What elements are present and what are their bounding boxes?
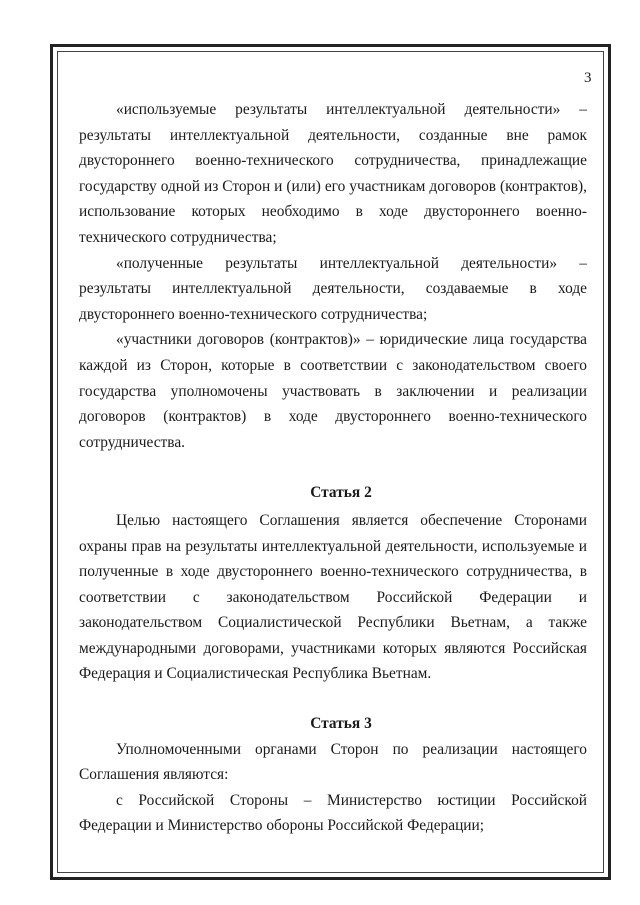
definition-used-results	[79, 97, 587, 251]
article-3-heading: Статья 3	[310, 715, 372, 733]
text-line: законодательством Социалистической Республики Вьетнам, а также	[79, 614, 587, 632]
page-number: 3	[584, 70, 592, 86]
article-2-text	[79, 508, 587, 687]
text-line: охраны прав на результаты интеллектуальной деятельности, используемые и	[79, 537, 587, 555]
text-line: Уполномоченными органами Сторон по реализации настоящего	[116, 740, 587, 758]
text-line: Целью настоящего Соглашения является обеспечение Сторонами	[116, 511, 587, 529]
text-line: технического сотрудничества;	[79, 228, 277, 246]
document-body	[79, 97, 587, 839]
text-line: двустороннего военно-технического сотрудничества, принадлежащие	[79, 152, 587, 170]
text-line: результаты интеллектуальной деятельности, создаваемые в ходе	[79, 280, 587, 298]
text-line: договоров (контрактов) в ходе двустороннего военно-технического	[79, 408, 587, 426]
text-line: Федерации и Министерство обороны Российской Федерации;	[79, 817, 485, 835]
text-line: «участники договоров (контрактов)» – юридические лица государства	[116, 331, 587, 349]
text-line: двустороннего военно-технического сотрудничества;	[79, 305, 428, 323]
text-line: государства уполномочены участвовать в заключении и реализации	[79, 382, 587, 400]
text-line: Соглашения являются:	[79, 766, 229, 784]
definition-obtained-results	[79, 251, 587, 328]
text-line: международными договорами, участниками которых являются Российская	[79, 639, 587, 657]
text-line: «полученные результаты интеллектуальной деятельности» –	[116, 254, 587, 272]
definition-contract-participants	[79, 327, 587, 455]
text-line: Федерация и Социалистическая Республика Вьетнам.	[79, 665, 432, 683]
text-line: с Российской Стороны – Министерство юстиции Российской	[116, 791, 587, 809]
text-line: «используемые результаты интеллектуальной деятельности» –	[116, 101, 587, 118]
text-line: соответствии с законодательством Российской Федерации и	[79, 588, 587, 606]
text-line: государству одной из Сторон и (или) его участникам договоров (контрактов),	[79, 177, 587, 195]
text-line: полученные в ходе двустороннего военно-технического сотрудничества, в	[79, 563, 587, 581]
article-2-heading: Статья 2	[310, 484, 372, 502]
text-line: результаты интеллектуальной деятельности, созданные вне рамок	[79, 126, 587, 144]
text-line: каждой из Сторон, которые в соответствии с законодательством своего	[79, 356, 587, 374]
article-3-text	[79, 737, 587, 839]
text-line: использование которых необходимо в ходе двустороннего военно-	[79, 203, 587, 221]
text-line: сотрудничества.	[79, 433, 186, 451]
